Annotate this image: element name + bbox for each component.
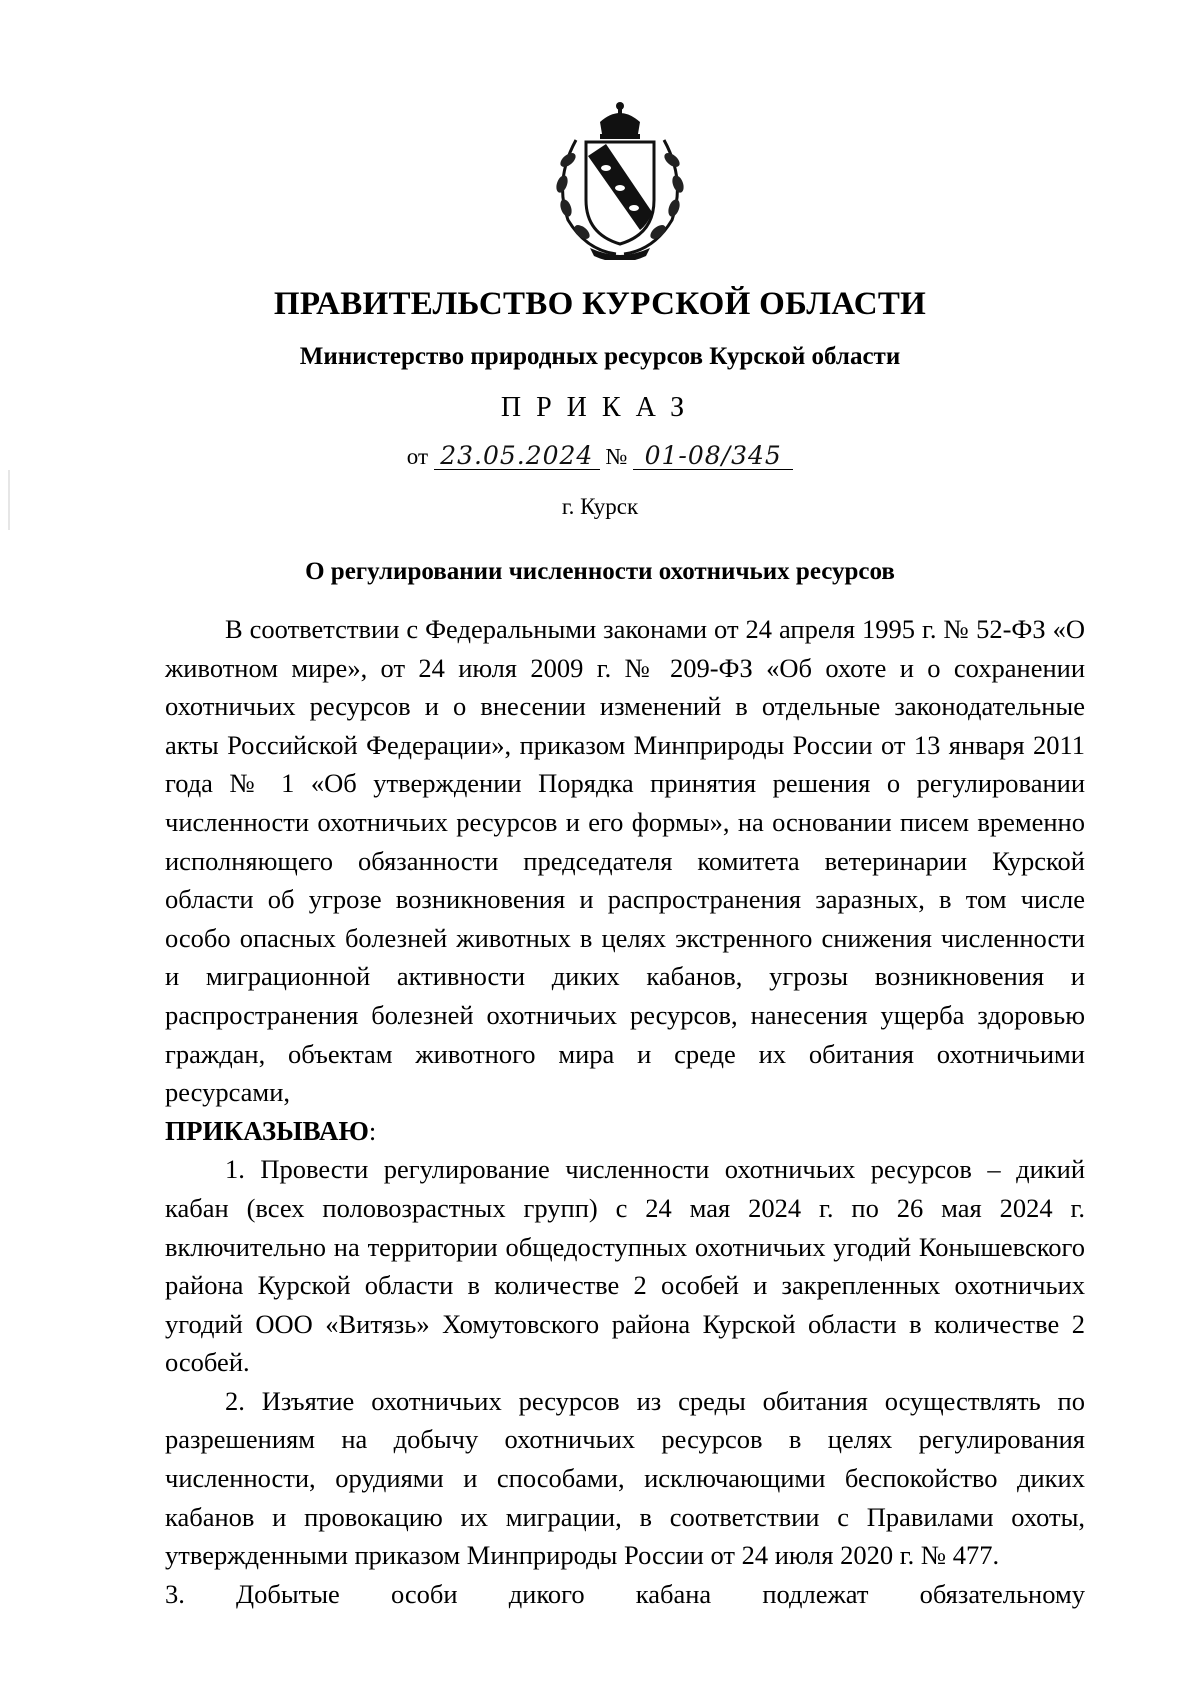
document-type: ПРИКАЗ xyxy=(500,392,700,423)
order-colon: : xyxy=(368,1115,377,1146)
date-prefix: от xyxy=(406,444,429,469)
order-date-number-line xyxy=(0,443,1200,470)
ministry-name: Министерство природных ресурсов Курской области xyxy=(299,343,901,370)
handwritten-date: 23.05.2024 xyxy=(434,443,600,470)
item-1-paragraph: 1. Провести регулирование численности охотничьих ресурсов – дикий кабан (всех половозрастных групп) с 24 мая 2024 г. по 26 мая 2024 г. включительно на территории общедоступных охотничьих угодий Конышевского района Курской области в количестве 2 особей и закрепленных охотничьих угодий ООО «Витязь» Хомутовского района Курской области в количестве 2 особей. xyxy=(165,1154,1085,1378)
order-subject: О регулировании численности охотничьих ресурсов xyxy=(305,558,895,585)
order-word: ПРИКАЗЫВАЮ xyxy=(165,1115,369,1146)
government-title: ПРАВИТЕЛЬСТВО КУРСКОЙ ОБЛАСТИ xyxy=(273,286,927,322)
number-prefix: № xyxy=(605,444,628,469)
document-body xyxy=(165,610,1085,1613)
kursk-coat-of-arms-emblem xyxy=(546,100,694,260)
item-3-paragraph: 3. Добытые особи дикого кабана подлежат обязательному xyxy=(165,1578,1085,1609)
handwritten-order-number: 01-08/345 xyxy=(633,443,793,470)
item-2-paragraph: 2. Изъятие охотничьих ресурсов из среды обитания осуществлять по разрешениям на добычу охотничьих ресурсов в целях регулирования численности, орудиями и способами, исключающими беспокойство диких кабанов и провокацию их миграции, в соответствии с Правилами охоты, утвержденными приказом Минприроды России от 24 июля 2020 г. № 477. xyxy=(165,1385,1085,1571)
preamble-paragraph xyxy=(165,610,1085,1150)
preamble-text: В соответствии с Федеральными законами от 24 апреля 1995 г. № 52-ФЗ «О животном мире», от 24 июля 2009 г. № 209-ФЗ «Об охоте и о сохранении охотничьих ресурсов и о внесении изменений в отдельные законодательные акты Российской Федерации», приказом Минприроды России от 13 января 2011 года № 1 «Об утверждении Порядка принятия решения о регулировании численности охотничьих ресурсов и его формы», на основании писем временно исполняющего обязанности председателя комитета ветеринарии Курской области об угрозе возникновения и распространения заразных, в том числе особо опасных болезней животных в целях экстренного снижения численности и миграционной активности диких кабанов, угрозы возникновения и распространения болезней охотничьих ресурсов, нанесения ущерба здоровью граждан, объектам животного мира и среде их обитания охотничьими ресурсами, xyxy=(165,614,1085,1108)
city-name: г. Курск xyxy=(561,494,639,519)
